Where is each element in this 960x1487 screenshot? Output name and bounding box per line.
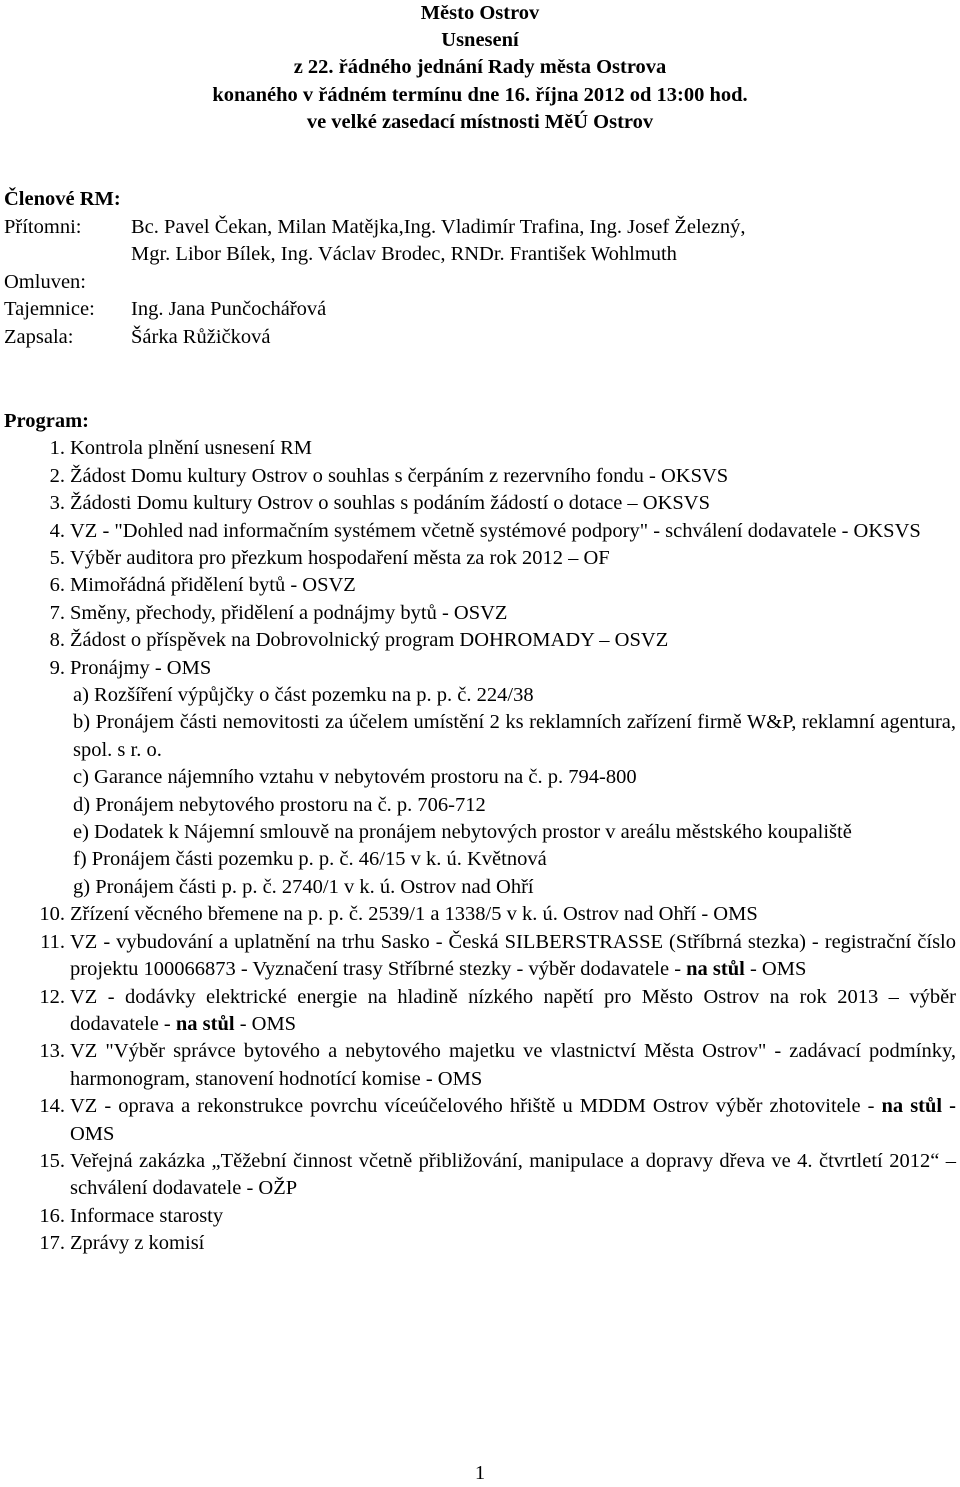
on-table-note: na stůl (175, 1012, 235, 1035)
members-heading: Členové RM: (4, 188, 121, 210)
program-item: 17. Zprávy z komisí (39, 1232, 205, 1255)
present-names-line2: Mgr. Libor Bílek, Ing. Václav Brodec, RNDr. František Wohlmuth (131, 243, 677, 266)
program-subitem: d) Pronájem nebytového prostoru na č. p. 706-712 (73, 793, 486, 816)
document-type: Usnesení (441, 29, 519, 52)
on-table-note: na stůl - (881, 1095, 956, 1118)
program-item: 2. Žádost Domu kultury Ostrov o souhlas s čerpáním z rezervního fondu - OKSVS (49, 464, 729, 487)
present-row-2 (4, 241, 746, 269)
program-item: 14. VZ - oprava a rekonstrukce povrchu víceúčelového hřiště u MDDM Ostrov výběr zhotovitele - na stůl - OMS (39, 1095, 956, 1145)
program-item: 11. VZ - vybudování a uplatnění na trhu Sasko - Česká SILBERSTRASSE (Stříbrná stezka) - registrační číslo projektu 100066873 - Vyznačení trasy Stříbrné stezky - výběr dodavatele - na stůl - OMS (40, 930, 956, 981)
recorder-label: Zapsala: (4, 325, 74, 348)
program-item: 16. Informace starosty (39, 1204, 224, 1227)
program-item: 4. VZ - "Dohled nad informačním systémem včetně systémové podpory" - schválení dodavatele - OKSVS (49, 519, 921, 542)
program-item: 8. Žádost o příspěvek na Dobrovolnický program DOHROMADY – OSVZ (49, 629, 669, 652)
meeting-title: z 22. řádného jednání Rady města Ostrova (293, 56, 667, 79)
meeting-date: konaného v řádném termínu dne 16. října 2012 od 13:00 hod. (212, 83, 748, 106)
program-subitem: c) Garance nájemního vztahu v nebytovém prostoru na č. p. 794-800 (73, 766, 637, 789)
members-section (4, 186, 746, 352)
program-item: 12. VZ - dodávky elektrické energie na hladině nízkého napětí pro Město Ostrov na rok 2013 – výběr dodavatele - na stůl - OMS (39, 985, 956, 1035)
present-names-line1: Bc. Pavel Čekan, Milan Matějka,Ing. Vladimír Trafina, Ing. Josef Železný, (131, 215, 746, 238)
secretary-name: Ing. Jana Punčochářová (131, 298, 327, 321)
document-header (0, 0, 960, 136)
meeting-place: ve velké zasedací místnosti MěÚ Ostrov (306, 110, 654, 133)
program-subitem: g) Pronájem části p. p. č. 2740/1 v k. ú. Ostrov nad Ohří (73, 875, 534, 898)
on-table-note: na stůl (686, 958, 745, 981)
present-label: Přítomni: (4, 215, 82, 238)
program-item: 6. Mimořádná přidělení bytů - OSVZ (49, 574, 356, 597)
recorder-name: Šárka Růžičková (131, 325, 271, 348)
program-subitem: f) Pronájem části pozemku p. p. č. 46/15 v k. ú. Květnová (73, 848, 547, 871)
secretary-row (4, 296, 746, 324)
program-subitem: e) Dodatek k Nájemní smlouvě na pronájem nebytových prostor v areálu městského koupaliště (73, 821, 852, 844)
city-name: Město Ostrov (420, 2, 540, 24)
program-section (4, 408, 956, 1258)
program-item: 15. Veřejná zakázka „Těžební činnost včetně přibližování, manipulace a dopravy dřeva ve 4. čtvrtletí 2012“ – schválení dodavatele - OŽP (39, 1149, 956, 1200)
present-row (4, 214, 746, 242)
program-subitem: b) Pronájem části nemovitosti za účelem umístění 2 ks reklamních zařízení firmě W&P, reklamní agentura, spol. s r. o. (73, 711, 956, 761)
program-item: 7. Směny, přechody, přidělení a podnájmy bytů - OSVZ (49, 601, 508, 624)
program-subitem: a) Rozšíření výpůjčky o část pozemku na p. p. č. 224/38 (73, 684, 534, 707)
program-heading: Program: (4, 410, 90, 432)
recorder-row (4, 324, 746, 352)
excused-row (4, 269, 746, 297)
excused-label: Omluven: (4, 270, 86, 293)
program-item: 5. Výběr auditora pro přezkum hospodaření města za rok 2012 – OF (49, 547, 610, 570)
program-item: 9. Pronájmy - OMS (49, 656, 212, 679)
program-item: 10. Zřízení věcného břemene na p. p. č. 2539/1 a 1338/5 v k. ú. Ostrov nad Ohří - OMS (39, 903, 758, 926)
program-item: 3. Žádosti Domu kultury Ostrov o souhlas s podáním žádostí o dotace – OKSVS (49, 492, 711, 515)
page-number: 1 (474, 1462, 486, 1484)
secretary-label: Tajemnice: (4, 298, 95, 321)
program-item: 1. Kontrola plnění usnesení RM (49, 437, 312, 460)
program-item: 13. VZ "Výběr správce bytového a nebytového majetku ve vlastnictví Města Ostrov" - zadávací podmínky, harmonogram, stanovení hodnotící komise - OMS (39, 1040, 956, 1090)
